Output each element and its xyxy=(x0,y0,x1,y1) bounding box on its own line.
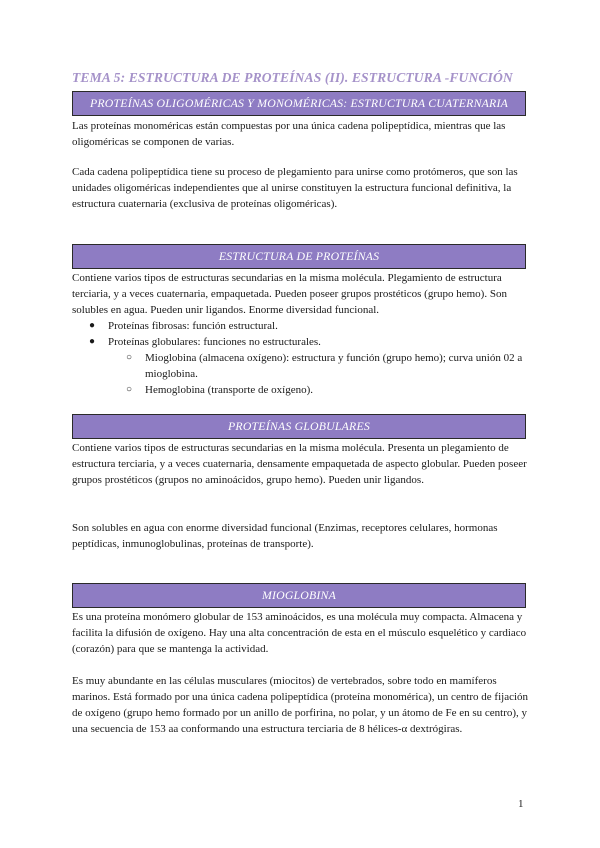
list-item-text: Proteínas globulares: funciones no estructurales. xyxy=(108,336,321,348)
paragraph: Contiene varios tipos de estructuras secundarias en la misma molécula. Plegamiento de estructura terciaria, y a veces cuaternaria, empaquetada. Pueden poseer grupos prostéticos (grupo hemo). Son solubles en agua. Pueden unir ligandos. Enorme diversidad funcional. xyxy=(72,272,507,316)
list-item xyxy=(89,318,528,334)
list-item xyxy=(126,350,530,382)
paragraph: Es muy abundante en las células musculares (miocitos) de vertebrados, sobre todo en mamíferos marinos. Está formado por una única cadena polipeptídica (proteína monomérica), un centro de fijación de oxígeno (grupo hemo formado por un anillo de porfirina, no polar, y un átomo de Fe en su centro), y una secuencia de 153 aa conformando una estructura terciaria de 8 hélices-α dextrógiras. xyxy=(72,675,529,735)
section-heading-text: PROTEÍNAS OLIGOMÉRICAS Y MONOMÉRICAS: ESTRUCTURA CUATERNARIA xyxy=(90,96,508,110)
paragraph: Es una proteína monómero globular de 153 aminoácidos, es una molécula muy compacta. Almacena y facilita la difusión de oxígeno. Hay una alta concentración de esta en el músculo esquelético y cardiaco (corazón) para que se mantenga la actividad. xyxy=(72,611,527,655)
list-item-text: Proteínas fibrosas: función estructural. xyxy=(108,320,278,332)
circle-bullet-icon: ○ xyxy=(126,384,133,395)
circle-bullet-icon: ○ xyxy=(126,352,133,363)
section-heading-estructura xyxy=(72,244,526,269)
list-item xyxy=(89,334,528,350)
paragraph: Son solubles en agua con enorme diversidad funcional (Enzimas, receptores celulares, hormonas peptídicas, inmunoglobulinas, proteínas de transporte). xyxy=(72,522,498,550)
bullet-icon: ● xyxy=(89,336,96,347)
paragraph: Contiene varios tipos de estructuras secundarias en la misma molécula. Presenta un plegamiento de estructura terciaria, y a veces cuaternaria, densamente empaquetada de aspecto globular. Pueden poseer grupos prostéticos (grupos no aminoácidos, grupo hemo). Pueden unir ligandos. xyxy=(72,442,527,486)
section-heading-text: MIOGLOBINA xyxy=(261,588,337,602)
section-heading-globulares xyxy=(72,414,526,439)
section-heading-mioglobina xyxy=(72,583,526,608)
section-heading-text: PROTEÍNAS GLOBULARES xyxy=(228,419,370,433)
section-heading-cuaternaria xyxy=(72,91,526,116)
page-number: 1 xyxy=(518,798,524,810)
paragraph: Las proteínas monoméricas están compuestas por una única cadena polipeptídica, mientras que las oligoméricas se componen de varias. xyxy=(72,120,506,148)
list-item-text: Mioglobina (almacena oxígeno): estructura y función (grupo hemo); curva unión 02 a mioglobina. xyxy=(145,352,523,380)
page-title: TEMA 5: ESTRUCTURA DE PROTEÍNAS (II). ESTRUCTURA -FUNCIÓN xyxy=(72,70,513,85)
list-item-text: Hemoglobina (transporte de oxígeno). xyxy=(145,384,314,396)
paragraph: Cada cadena polipeptídica tiene su proceso de plegamiento para unirse como protómeros, que son las unidades oligoméricas independientes que al unirse constituyen la estructura funcional definitiva, la estructura cuaternaria (exclusiva de proteínas oligoméricas). xyxy=(72,166,518,210)
bullet-icon: ● xyxy=(89,320,96,331)
list-item xyxy=(126,382,530,398)
section-heading-text: ESTRUCTURA DE PROTEÍNAS xyxy=(218,249,380,263)
